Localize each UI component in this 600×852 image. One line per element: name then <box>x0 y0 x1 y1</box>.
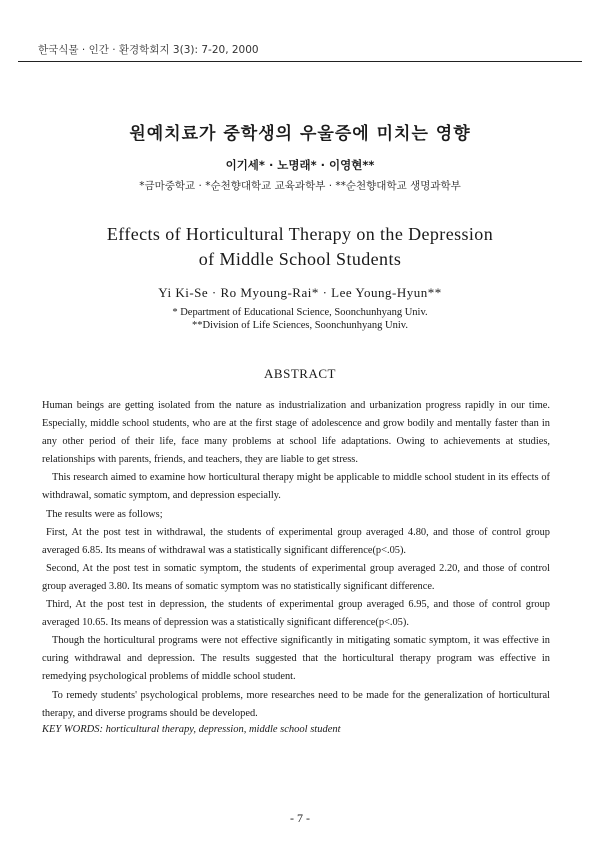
abstract-paragraph: Though the horticultural programs were not effective significantly in mitigating somatic symptom, it was effective in curing withdrawal and depression. The results suggested that the horticultural therapy program was effective in remedying psychological problems of middle school student. <box>42 635 550 683</box>
korean-title: 원예치료가 중학생의 우울증에 미치는 영향 <box>129 124 471 144</box>
english-authors: Yi Ki-Se · Ro Myoung-Rai* · Lee Young-Hyun** <box>158 285 442 300</box>
affiliation-1: * Department of Educational Science, Soonchunhyang Univ. <box>172 307 428 318</box>
abstract-heading: ABSTRACT <box>264 366 336 381</box>
english-title-line-1: Effects of Horticultural Therapy on the Depression <box>106 224 494 244</box>
abstract-paragraph: The results were as follows; <box>46 508 163 520</box>
affiliation-2: **Division of Life Sciences, Soonchunhyang Univ. <box>192 320 408 331</box>
abstract-paragraph: Third, At the post test in depression, the students of experimental group averaged 6.95, and those of control group averaged 10.65. Its means of depression was a statistically significant difference(p<.05). <box>42 599 550 629</box>
english-affiliations <box>0 306 600 332</box>
korean-authors: 이기세* · 노명래* · 이영현** <box>225 158 375 172</box>
abstract-paragraph: This research aimed to examine how horticultural therapy might be applicable to middle school student in its effects of withdrawal, somatic symptom, and depression especially. <box>42 472 550 502</box>
abstract-paragraph: Second, At the post test in somatic symptom, the students of experimental group averaged 2.20, and those of control group averaged 3.80. Its means of somatic symptom was no statistically significant difference. <box>42 562 550 592</box>
english-title-line-2: of Middle School Students <box>198 249 402 269</box>
page-number: - 7 - <box>290 811 310 825</box>
abstract-paragraph: Human beings are getting isolated from the nature as industrialization and urbanization progress rapidly in our time. Especially, middle school students, who are at the first stage of adolescence and grow bodily and mentally faster than in any other period of their life, face many problems at school life adaptations. Owing to achievements at studies, relationships with parents, friends, and teachers, they are liable to get stress. <box>42 400 550 466</box>
journal-header: 한국식물 · 인간 · 환경학회지 3(3): 7-20, 2000 <box>38 44 259 56</box>
english-title <box>0 222 600 272</box>
abstract-body <box>42 397 550 723</box>
abstract-paragraph: To remedy students' psychological problems, more researches need to be made for the generalization of horticultural therapy, and diverse programs should be developed. <box>42 689 550 719</box>
key-words: KEY WORDS: horticultural therapy, depression, middle school student <box>42 724 341 735</box>
header-rule <box>18 61 582 62</box>
abstract-paragraph: First, At the post test in withdrawal, the students of experimental group averaged 4.80, and those of control group averaged 6.85. Its means of withdrawal was a statistically significant difference(p<.05). <box>42 526 550 556</box>
korean-affiliations: *금마중학교 · *순천향대학교 교육과학부 · **순천향대학교 생명과학부 <box>139 180 461 192</box>
